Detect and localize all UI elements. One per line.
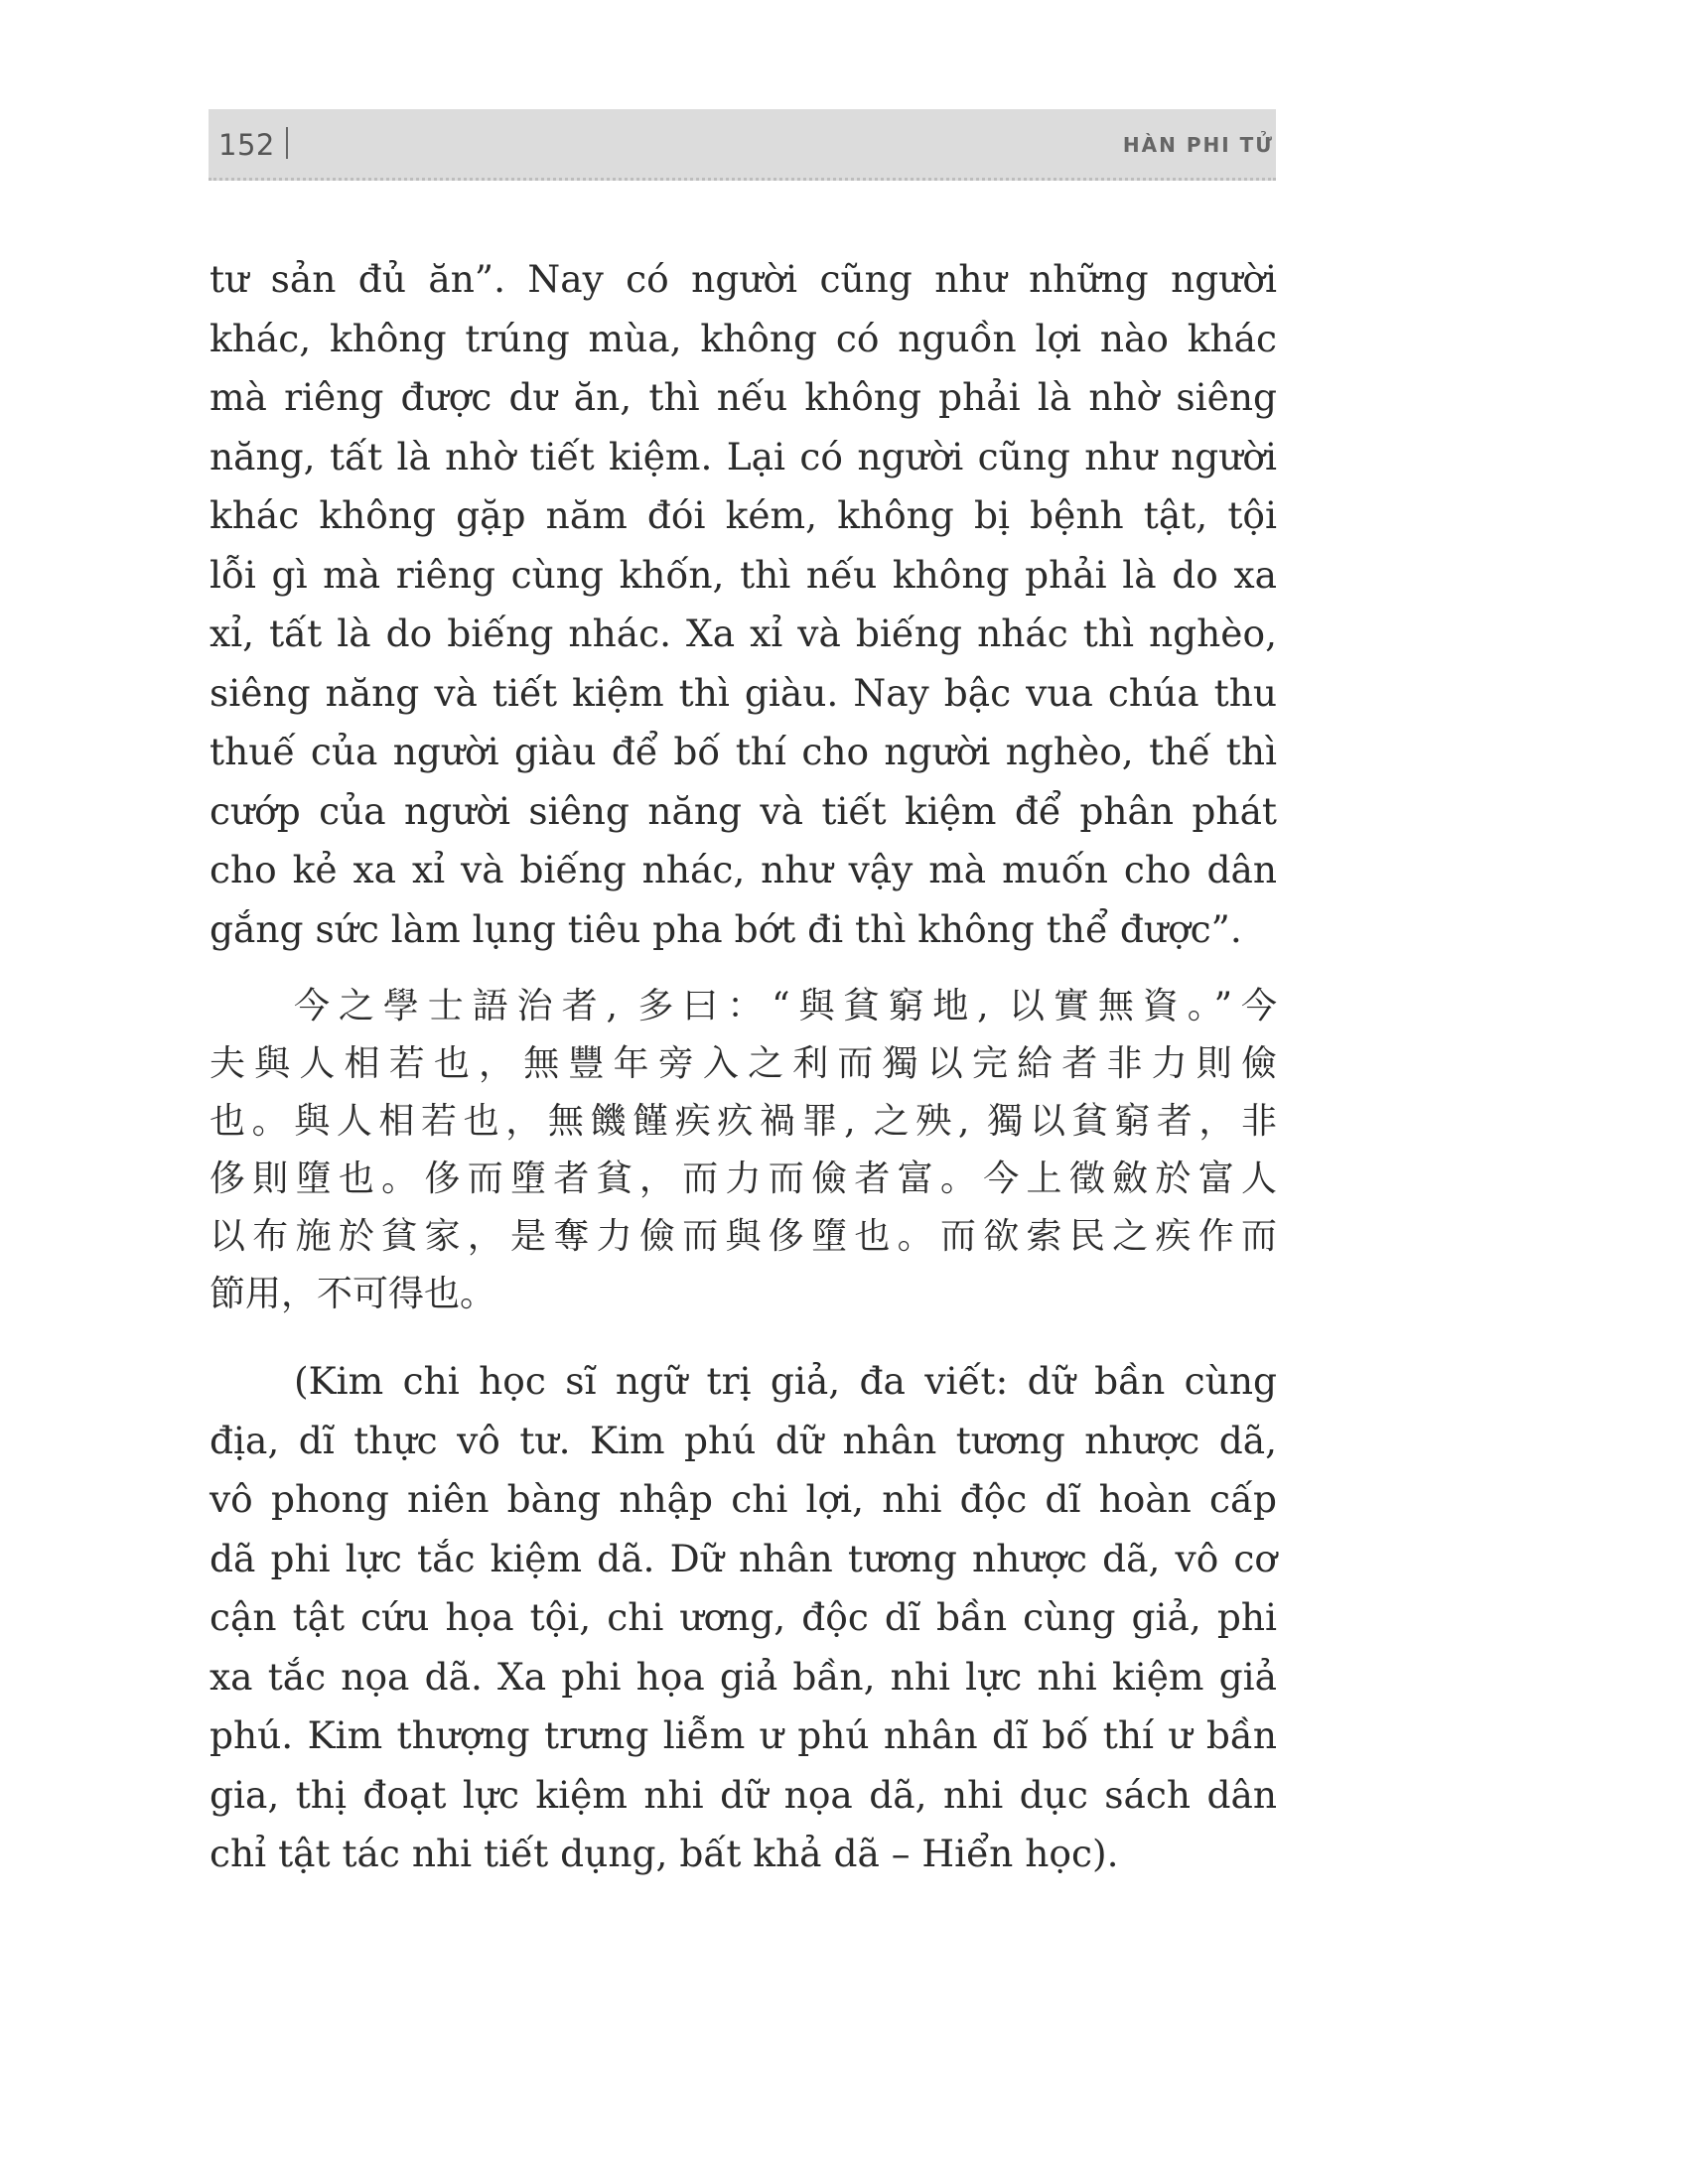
paragraph-chinese [210, 978, 1277, 1323]
text-line: khác, không trúng mùa, không có nguồn lợi nào khác [210, 316, 1277, 360]
text-line: mà riêng được dư ăn, thì nếu không phải là nhờ siêng [210, 375, 1277, 419]
text-line: gia, thị đoạt lực kiệm nhi dữ nọa dã, nhi dục sách dân [210, 1772, 1277, 1817]
text-line: lỗi gì mà riêng cùng khốn, thì nếu không phải là do xa [210, 552, 1277, 597]
running-title: HÀN PHI TỬ [1122, 133, 1274, 157]
paragraph-vietnamese-transliteration [210, 1352, 1277, 1884]
text-line: 侈則墮也。侈而墮者貧，而力而儉者富。今上徵斂於富人 [210, 1159, 1277, 1199]
text-line: gắng sức làm lụng tiêu pha bớt đi thì không thể được”. [210, 906, 1242, 951]
text-line: cướp của người siêng năng và tiết kiệm để phân phát [210, 788, 1277, 833]
text-line: thuế của người giàu để bố thí cho người nghèo, thế thì [210, 730, 1277, 773]
page-header [209, 109, 1276, 181]
text-line: cận tật cứu họa tội, chi ương, độc dĩ bần cùng giả, phi [210, 1595, 1277, 1639]
text-line: dã phi lực tắc kiệm dã. Dữ nhân tương nhược dã, vô cơ [210, 1536, 1277, 1580]
header-divider [286, 127, 288, 159]
text-line: 今之學士語治者, 多曰：“與貧窮地, 以實無資。”今 [294, 986, 1277, 1026]
text-line: phú. Kim thượng trưng liễm ư phú nhân dĩ bố thí ư bần [210, 1713, 1277, 1757]
page-number: 152 [218, 128, 275, 162]
text-line: chỉ tật tác nhi tiết dụng, bất khả dã – Hiển học). [210, 1832, 1119, 1875]
text-line: năng, tất là nhờ tiết kiệm. Lại có người cũng như người [210, 434, 1277, 478]
text-line: cho kẻ xa xỉ và biếng nhác, như vậy mà muốn cho dân [210, 848, 1277, 891]
text-line: xa tắc nọa dã. Xa phi họa giả bần, nhi lực nhi kiệm giả [210, 1654, 1277, 1699]
text-line: 節用，不可得也。 [210, 1274, 496, 1314]
text-line: 夫與人相若也，無豐年旁入之利而獨以完給者非力則儉 [210, 1043, 1277, 1084]
text-line: tư sản đủ ăn”. Nay có người cũng như những người [210, 257, 1277, 301]
text-line: khác không gặp năm đói kém, không bị bệnh tật, tội [210, 493, 1277, 537]
text-line: vô phong niên bàng nhập chi lợi, nhi độc dĩ hoàn cấp [210, 1477, 1277, 1521]
text-line: địa, dĩ thực vô tư. Kim phú dữ nhân tương nhược dã, [210, 1418, 1277, 1462]
paragraph-vietnamese-1 [210, 250, 1277, 959]
text-line: siêng năng và tiết kiệm thì giàu. Nay bậc vua chúa thu [210, 670, 1277, 715]
text-line: xỉ, tất là do biếng nhác. Xa xỉ và biếng nhác thì nghèo, [210, 612, 1277, 655]
text-line: 以布施於貧家，是奪力儉而與侈墮也。而欲索民之疾作而 [210, 1216, 1277, 1257]
text-line: (Kim chi học sĩ ngữ trị giả, đa viết: dữ bần cùng [294, 1359, 1277, 1403]
text-line: 也。與人相若也，無饑饉疾疚禍罪, 之殃, 獨以貧窮者，非 [210, 1101, 1277, 1142]
